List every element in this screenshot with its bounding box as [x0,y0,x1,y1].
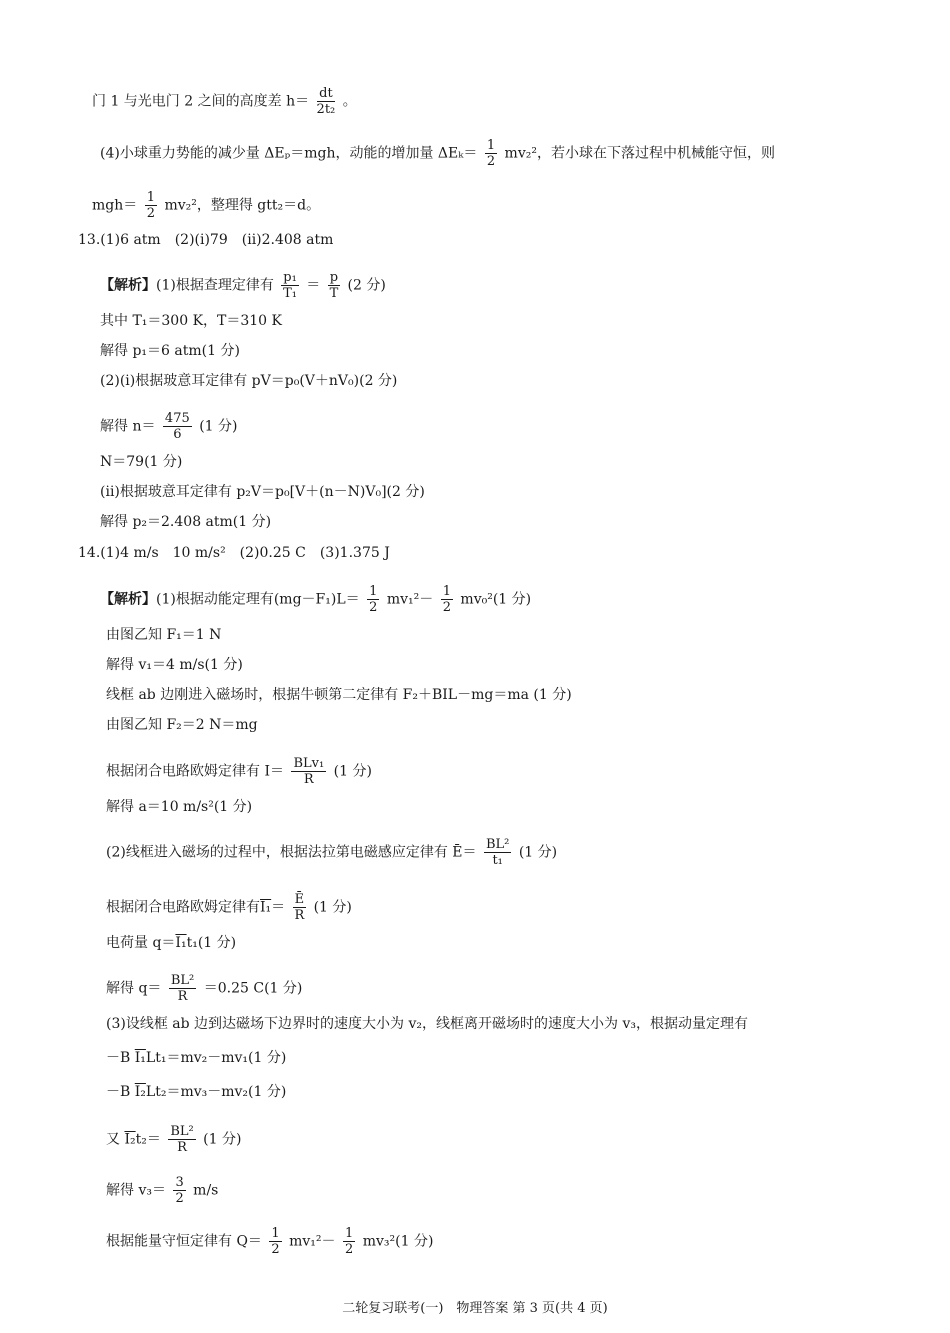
fraction: $\frac{1}{2}$ [146,190,155,221]
text-line: 根据闭合电路欧姆定律有 I＝ $\frac{\text{BLv₁}}{R}$ (1 分) [106,756,372,787]
text-line: 【解析】(1)根据查理定律有 $\frac{\text{p₁}}{\text{T₁}}$ ＝ $\frac{p}{T}$ (2 分) [100,270,386,301]
analysis-tag: 【解析】 [100,277,156,294]
text-line: 解得 v₁＝4 m/s(1 分) [106,657,243,673]
text-line: 解得 p₂＝2.408 atm(1 分) [100,514,272,530]
fraction: $\frac{p}{T}$ [329,270,339,301]
text-line: 其中 T₁＝300 K，T＝310 K [100,313,282,329]
text-line: (4)小球重力势能的减少量 ΔEₚ＝mgh，动能的增加量 ΔEₖ＝ $\frac{1}{2}$ mv₂²，若小球在下落过程中机械能守恒，则 [100,138,775,169]
fraction: $\frac{\text{BL²}}{R}$ [170,1124,194,1155]
fraction: $\frac{1}{2}$ [486,138,496,169]
text-line: (2)(ⅰ)根据玻意耳定律有 pV＝p₀(V＋nV₀)(2 分) [100,373,398,389]
text-line: (ⅱ)根据玻意耳定律有 p₂V＝p₀[V＋(n－N)V₀](2 分) [100,484,425,500]
text-line: 门 1 与光电门 2 之间的高度差 h＝ $\frac{dt}{\text{2t₂}}$ 。 [92,86,357,117]
fraction: $\frac{1}{2}$ [369,584,378,615]
text-line: mgh＝ $\frac{1}{2}$ mv₂²，整理得 gtt₂＝d。 [92,190,321,221]
fraction: $\frac{\text{BL²}}{\text{t₁}}$ [485,837,510,868]
text-line: 解得 a＝10 m/s²(1 分) [106,799,253,815]
text-line: 线框 ab 边刚进入磁场时，根据牛顿第二定律有 F₂＋BIL－mg＝ma (1 分) [106,687,572,703]
fraction: $\frac{Ē}{R}$ [294,892,305,923]
fraction: $\frac{\text{BLv₁}}{R}$ [293,756,325,787]
text-line: (2)线框进入磁场的过程中，根据法拉第电磁感应定律有 Ē＝ $\frac{\text{BL²}}{\text{t₁}}$ (1 分) [106,837,558,868]
text-line: 解得 q＝ $\frac{\text{BL²}}{R}$ ＝0.25 C(1 分) [106,973,303,1004]
text-line: 解得 v₃＝ $\frac{3}{2}$ m/s [106,1175,219,1206]
text-line: 由图乙知 F₂＝2 N＝mg [106,717,258,733]
text-line: －B I₂Lt₂＝mv₃－mv₂(1 分) [106,1084,287,1100]
text-line: －B I₁Lt₁＝mv₂－mv₁(1 分) [106,1050,287,1066]
fraction: $\frac{1}{2}$ [271,1226,280,1257]
fraction: $\frac{3}{2}$ [175,1175,184,1206]
text-line: (3)设线框 ab 边到达磁场下边界时的速度大小为 v₂，线框离开磁场时的速度大小为 v₃，根据动量定理有 [106,1016,748,1032]
fraction: $\frac{1}{2}$ [345,1226,354,1257]
text-line: 根据能量守恒定律有 Q＝ $\frac{1}{2}$ mv₁²－ $\frac{1}{2}$ mv₃²(1 分) [106,1226,434,1257]
text-line: 由图乙知 F₁＝1 N [106,627,222,643]
question-14-answer: 14.(1)4 m/s 10 m/s² (2)0.25 C (3)1.375 J [78,545,390,561]
text-line: 解得 p₁＝6 atm(1 分) [100,343,240,359]
fraction: $\frac{\text{p₁}}{\text{T₁}}$ [283,270,298,301]
fraction: $\frac{\text{BL²}}{R}$ [170,973,195,1004]
fraction: $\frac{475}{6}$ [164,411,190,442]
text-line: 电荷量 q＝I₁t₁(1 分) [106,935,237,951]
fraction: $\frac{dt}{\text{2t₂}}$ [316,86,336,117]
page-footer: 二轮复习联考(一) 物理答案 第 3 页(共 4 页) [342,1301,608,1316]
analysis-tag: 【解析】 [100,591,156,608]
text-line: 解得 n＝ $\frac{475}{6}$ (1 分) [100,411,238,442]
text-line: 又 I₂t₂＝ $\frac{\text{BL²}}{R}$ (1 分) [106,1124,242,1155]
question-13-answer: 13.(1)6 atm (2)(ⅰ)79 (ⅱ)2.408 atm [78,232,334,248]
text-line: N＝79(1 分) [100,454,183,470]
fraction: $\frac{1}{2}$ [442,584,451,615]
text-line: 根据闭合电路欧姆定律有I₁＝ $\frac{Ē}{R}$ (1 分) [106,892,352,923]
text-line: 【解析】(1)根据动能定理有(mg－F₁)L＝ $\frac{1}{2}$ mv₁²－ $\frac{1}{2}$ mv₀²(1 分) [100,584,532,615]
